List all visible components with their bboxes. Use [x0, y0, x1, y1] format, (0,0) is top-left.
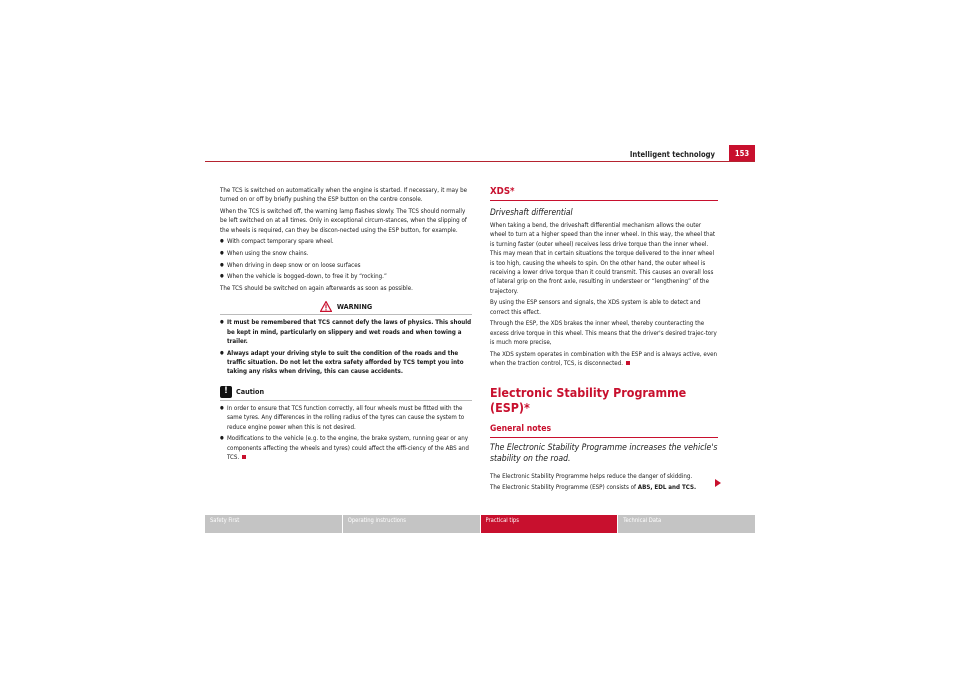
xds-subheading: Driveshaft differential — [490, 207, 573, 217]
warning-header — [220, 301, 472, 315]
tcs-paragraph-1: The TCS is switched on automatically when the engine is started. If necessary, it may be turned on or off by briefly pushing the ESP button on the centre console. — [220, 187, 468, 204]
tab-safety-first[interactable]: Safety First — [205, 515, 342, 533]
warning-list — [220, 318, 472, 377]
list-item: ● When driving in deep snow or on loose surfaces — [220, 261, 472, 270]
xds-paragraph-4 — [490, 350, 718, 369]
footer-tabs — [205, 515, 755, 533]
esp-paragraph-2-text: The Electronic Stability Programme (ESP) consists of — [490, 484, 638, 492]
caution-list — [220, 404, 472, 463]
tab-practical-tips[interactable]: Practical tips — [481, 515, 618, 533]
header-title: Intelligent technology — [629, 150, 715, 159]
page-number: 153 — [729, 145, 755, 162]
section-end-marker-icon — [242, 455, 246, 459]
general-notes-subheading: The Electronic Stability Programme increases the vehicle's stability on the road. — [490, 442, 718, 464]
general-notes-heading: General notes — [490, 424, 718, 438]
caution-header — [220, 386, 472, 401]
list-item: ● In order to ensure that TCS function correctly, all four wheels must be fitted with the same tyres. Any differences in the rolling radius of the tyres can cause the system to reduce engine power when this is not desired. — [220, 404, 472, 432]
xds-paragraph-2: By using the ESP sensors and signals, the XDS system is able to detect and correct this effect. — [490, 299, 701, 316]
list-item: ● Always adapt your driving style to suit the condition of the roads and the traffic situation. Do not let the extra safety afforded by TCS tempt you into taking any risks when driving, this can cause accidents. — [220, 349, 472, 377]
esp-heading: Electronic Stability Programme (ESP)* — [490, 384, 687, 415]
list-item: ● When the vehicle is bogged-down, to free it by “rocking.” — [220, 272, 472, 281]
continue-arrow-icon — [715, 479, 721, 487]
esp-components: ABS, EDL and TCS. — [637, 484, 697, 492]
xds-heading: XDS* — [490, 186, 718, 201]
warning-triangle-icon — [320, 301, 332, 312]
tcs-paragraph-2: When the TCS is switched off, the warning lamp flashes slowly. The TCS should normally be left switched on at all times. Only in exceptional circum-stances, when the slipping of the wheels is required, can they be discon-nected using the ESP button, for example. — [220, 208, 467, 234]
xds-paragraph-1: When taking a bend, the driveshaft differential mechanism allows the outer wheel to turn at a higher speed than the inner wheel. In this way, the wheel that is turning faster (outer wheel) receives less drive torque than the inner wheel. This may mean that in certain situations the torque delivered to the inner wheel is too high, causing the wheels to spin. On the other hand, the outer wheel is receiving a lower drive torque than it could transmit. This causes an overall loss of lateral grip on the front axle, resulting in understeer or “lengthening” of the trajectory. — [490, 222, 716, 295]
warning-box — [220, 301, 472, 377]
header-rule — [205, 161, 755, 162]
tcs-bullet-list — [220, 237, 472, 281]
list-item: ● With compact temporary spare wheel. — [220, 237, 472, 246]
list-item — [220, 434, 472, 462]
tab-operating-instructions[interactable]: Operating instructions — [343, 515, 480, 533]
left-column — [220, 186, 472, 465]
right-column — [490, 186, 718, 495]
caution-item-text: Modifications to the vehicle (e.g. to the engine, the brake system, running gear or any components affecting the wheels and tyres) could affect the effi-ciency of the ABS and TCS. — [227, 435, 469, 462]
list-item: ● When using the snow chains. — [220, 249, 472, 258]
caution-exclamation-icon: ! — [220, 386, 232, 398]
tab-technical-data[interactable]: Technical Data — [618, 515, 755, 533]
xds-paragraph-4-text: The XDS system operates in combination with the ESP and is always active, even when the traction control, TCS, is disconnected. — [490, 350, 718, 368]
page-header — [205, 145, 755, 162]
xds-paragraph-3: Through the ESP, the XDS brakes the inner wheel, thereby counteracting the excess drive torque in this wheel. This means that the driver's desired trajec-tory is much more precise, — [490, 320, 717, 347]
esp-paragraph-1: The Electronic Stability Programme helps reduce the danger of skidding. — [490, 472, 693, 480]
caution-box — [220, 386, 472, 463]
tcs-paragraph-3: The TCS should be switched on again afterwards as soon as possible. — [220, 284, 413, 292]
section-end-marker-icon — [626, 361, 630, 365]
esp-paragraph-2 — [490, 483, 718, 492]
warning-title: WARNING — [336, 301, 373, 311]
caution-title: Caution — [236, 387, 265, 397]
list-item: ● It must be remembered that TCS cannot defy the laws of physics. This should be kept in mind, particularly on slippery and wet roads and when towing a trailer. — [220, 318, 472, 346]
